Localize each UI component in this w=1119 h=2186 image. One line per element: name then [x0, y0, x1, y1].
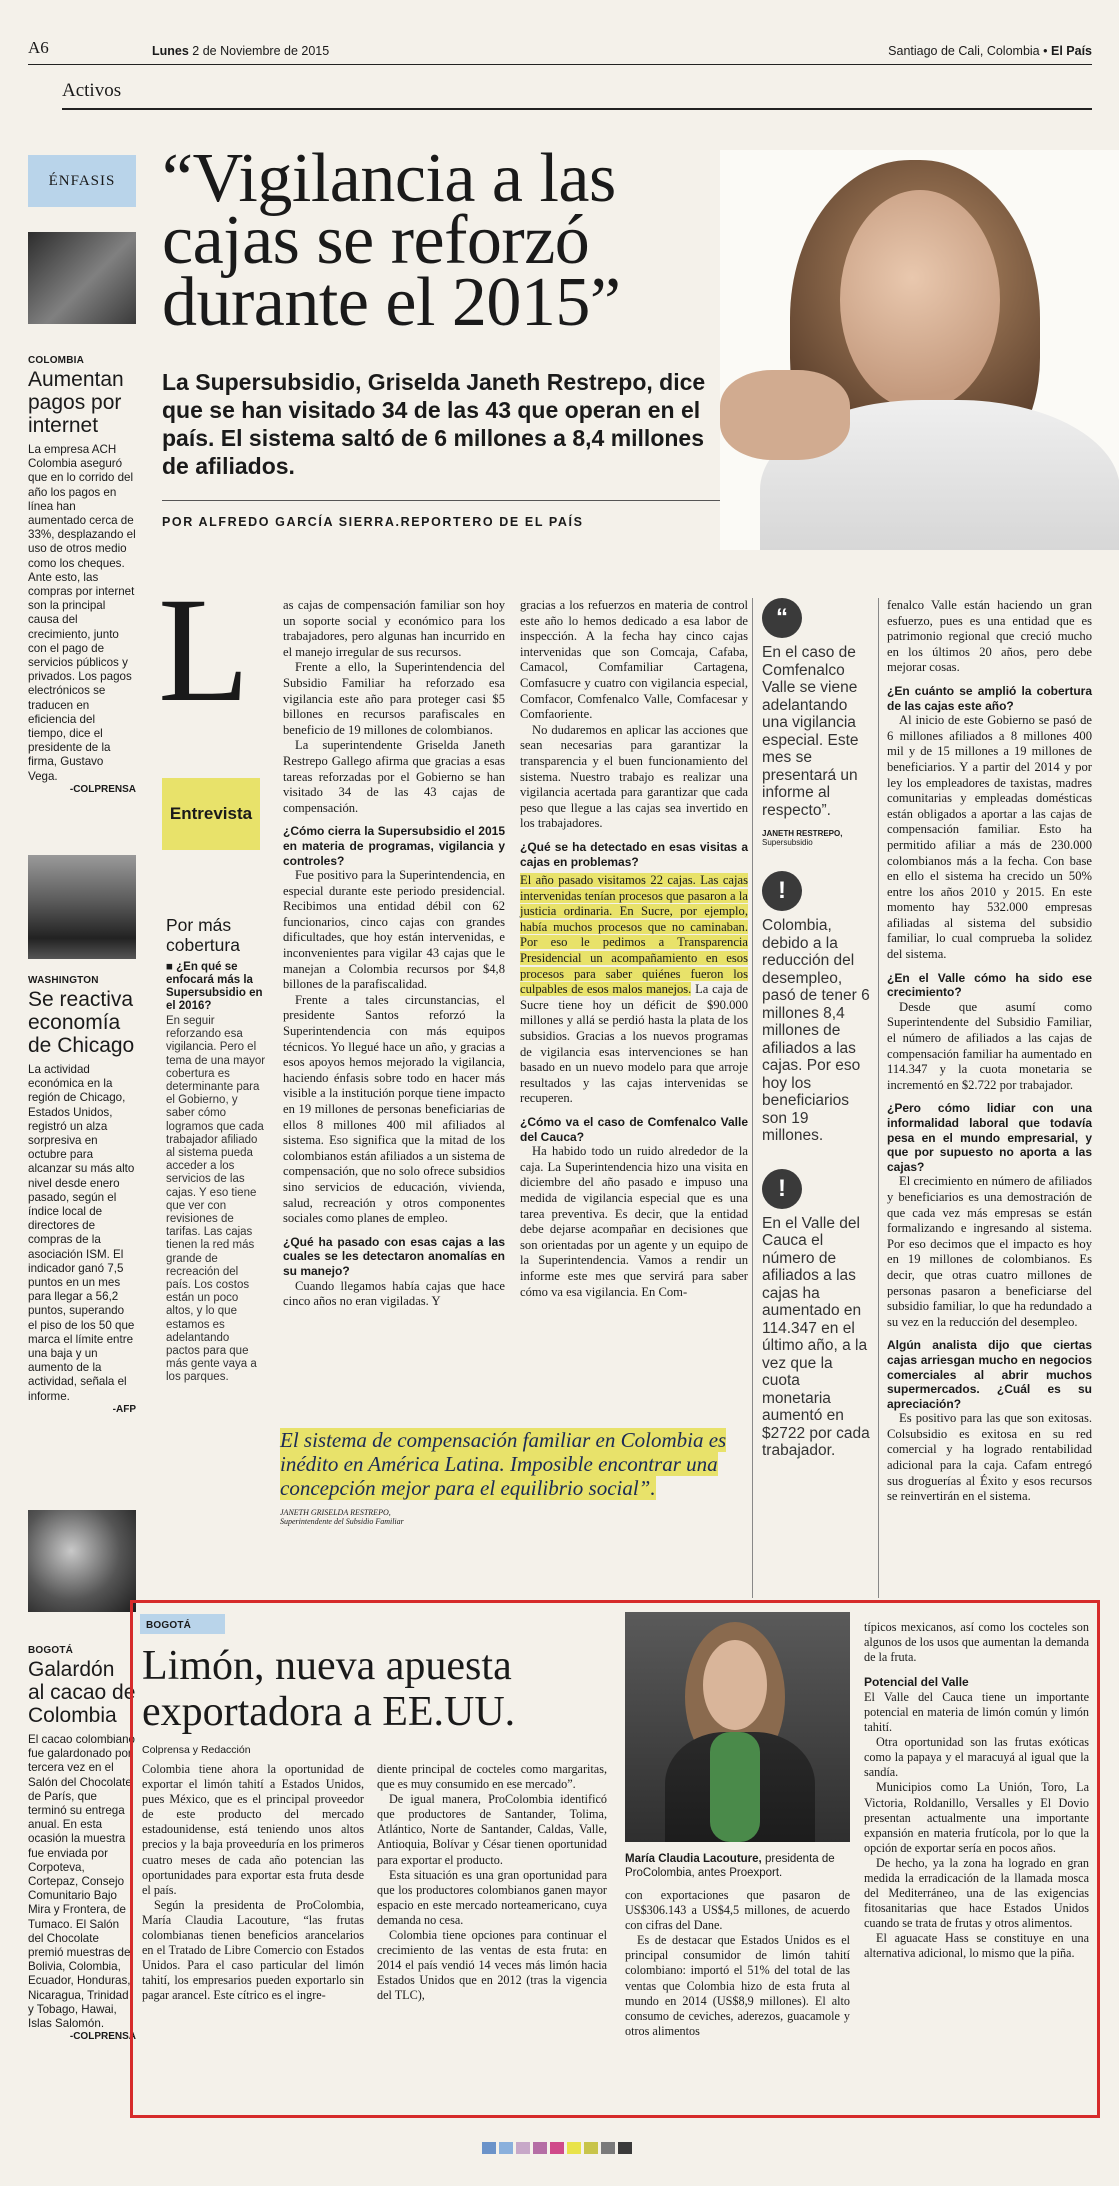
fact-column-divider-right [878, 598, 879, 1598]
coverage-box [166, 915, 266, 1385]
color-swatch [533, 2142, 547, 2154]
sidebar-kicker: WASHINGTON [28, 975, 99, 986]
photo-face [703, 1640, 767, 1730]
header-rule [28, 64, 1092, 65]
color-swatch [550, 2142, 564, 2154]
main-subhead: La Supersubsidio, Griselda Janeth Restrepo, dice que se han visitado 34 de las 43 que operan en el país. El sistema saltó de 6 millones a 8,4 millones de afiliados. [162, 369, 706, 479]
interview-column-1 [283, 598, 505, 1310]
column-2-bottom [520, 1115, 748, 1300]
question: ¿Pero cómo lidiar con una informalidad laboral que todavía pesa en el mundo empresarial, y que por supuesto no aporta a las cajas? [887, 1101, 1092, 1174]
fact-text: Colombia, debido a la reducción del desempleo, pasó de tener 6 millones 8,4 millones de afiliados a las cajas. Por eso hoy los beneficiarios son 19 millones. [762, 917, 870, 1144]
emphasis-text: ÉNFASIS [48, 172, 116, 189]
paragraph: Es positivo para las que son exitosas. Colsubsidio es exitosa en su red comercial y ha logrado rentabilidad adicional para la caja. Cafam entregó sus droguerías al Éxito y esos recursos se reinvertirán en el sistema. [887, 1411, 1092, 1504]
fact-item-2 [762, 1169, 872, 1460]
interview-column-2 [520, 598, 748, 1300]
paragraph: típicos mexicanos, así como los cocteles son algunos de los usos que aumentan la demanda de la fruta. [864, 1620, 1089, 1665]
paragraph: Colombia tiene opciones para continuar el crecimiento de las ventas de esta fruta: en 2014 el país vendió 14 veces más limón hacia Estados Unidos que en 2012 (tras la vigencia del TLC), [377, 1928, 607, 2003]
photo-green-scarf [710, 1732, 760, 1842]
color-swatch [584, 2142, 598, 2154]
paragraph: Esta situación es una gran oportunidad para que los productores colombianos ganen mayor espacio en este mercado norteamericano, cuya demanda no cesa. [377, 1867, 607, 1927]
exclamation-icon: ! [762, 1169, 802, 1209]
emphasis-label [28, 155, 136, 207]
paragraph: Según la presidenta de ProColombia, María Claudia Lacouture, “las frutas colombianas tienen beneficios arancelarios en el Tratado de Libre Comercio con Estados Unidos. Para el caso particular del limón tahití, los empresarios pueden exportarlo sin pagar arancel. Este cítrico es el ingre- [142, 1897, 364, 2003]
paragraph: fenalco Valle están haciendo un gran esfuerzo, pues es una entidad que es patrimonio regional que creció mucho en los últimos 20 años, pero debe mejorar cosas. [887, 598, 1092, 675]
question: ¿Cómo cierra la Supersubsidio el 2015 en materia de programas, vigilancia y controles? [283, 824, 505, 868]
sidebar-headline: Se reactiva economía de Chicago [28, 988, 135, 1057]
sidebar-item-2 [28, 975, 136, 1415]
issue-date [152, 44, 329, 58]
lime-credit: Colprensa y Redacción [142, 1744, 251, 1756]
lime-kicker-text: BOGOTÁ [146, 1620, 192, 1631]
color-swatch [499, 2142, 513, 2154]
pull-quote-attribution-name: JANETH GRISELDA RESTREPO, [280, 1508, 391, 1517]
paragraph: diente principal de cocteles como margaritas, que es muy consumido en ese mercado”. [377, 1762, 607, 1792]
paragraph: Municipios como La Unión, Toro, La Victoria, Roldanillo, Versalles y El Dovio presentan actualmente una importante expansión en materia frutícola, por lo que la opción de exportar sería en pocos años. [864, 1780, 1089, 1855]
paragraph: El crecimiento en número de afiliados y beneficiarios es una demostración de que cada vez más empresas se están formalizando e ingresando al sistema. Por eso decimos que el impacto es hoy en 19 millones de colombianos. Es decir, que otras cuatro millones de personas pasaron a beneficiarse del subsidio familiar, lo que ha redundado a su vez en la reducción del desempleo. [887, 1174, 1092, 1329]
paragraph: De hecho, ya la zona ha logrado en gran medida la erradicación de la llamada mosca del Mediterráneo, una de las exigencias fitosanitarias que hace Estados Unidos cuando se trata de frutas y otros alimentos. [864, 1855, 1089, 1931]
paragraph: con exportaciones que pasaron de US$306.143 a US$4,5 millones, de acuerdo con cifras del Dane. [625, 1888, 850, 1933]
quote-icon: “ [762, 598, 802, 638]
byline-rule [162, 500, 722, 501]
fact-item-1 [762, 871, 872, 1145]
paragraph: as cajas de compensación familiar son hoy un soporte social y económico para los trabajadores, pero algunas han incurrido en el manejo irregular de sus recursos. [283, 598, 505, 659]
facts-column [762, 598, 872, 1460]
paragraph: El Valle del Cauca tiene un importante potencial en materia de limón común y limón tahití. [864, 1689, 1089, 1735]
paragraph: Es de destacar que Estados Unidos es el principal consumidor de limón tahití colombiano: importó el 51% del total de las ventas que Colombia hizo de esta fruta al mundo en 2014 (US$8,9 millones). El alto consumo de ceviches, aderezos, guacamole y otros alimentos [625, 1933, 850, 2038]
drop-cap: L [158, 567, 250, 733]
coverage-box-body: En seguir reforzando esa vigilancia. Pero el tema de una mayor cobertura es determinante para el Gobierno, y saber cómo logramos que cada trabajador afiliado al sistema pueda acceder a los servicios de las cajas. Y eso tiene que ver con revisiones de tarifas. Las cajas tienen la red más grande de recreación del país. Los costos están un poco altos, y lo que estamos es adelantando pactos para que más gente vaya a los parques. [166, 1015, 266, 1384]
question: ¿En el Valle cómo ha sido ese crecimiento? [887, 970, 1092, 1000]
paragraph: Cuando llegamos había cajas que hace cinco años no eran vigiladas. Y [283, 1278, 505, 1309]
paragraph: No dudaremos en aplicar las acciones que sean necesarias para garantizar la transparencia y el buen funcionamiento del sistema. Nuestro trabajo es realizar una vigilancia acertada para garantizar que cada peso que llegue a las cajas sea invertido en los trabajadores. [520, 722, 748, 831]
lacouture-photo [625, 1612, 850, 1842]
issue-day: Lunes [152, 44, 189, 58]
sidebar-headline: Galardón al cacao de Colombia [28, 1658, 136, 1727]
interview-tag [162, 778, 260, 850]
fact-attribution-role: Supersubsidio [762, 838, 813, 847]
paragraph: El aguacate Hass se constituye en una alternativa adicional, lo mismo que la piña. [864, 1931, 1089, 1961]
photo-hand [720, 370, 850, 460]
paragraph: Colombia tiene ahora la oportunidad de exportar el limón tahití a Estados Unidos, pues México, que es el principal proveedor de este producto del mercado estadounidense, está teniendo unos altos precios y la baja proveeduría en los primeros cuatro meses de cada año potencian las oportunidades para exportar esta fruta desde el país. [142, 1762, 364, 1897]
color-swatch [516, 2142, 530, 2154]
paragraph: gracias a los refuerzos en materia de control este año lo hemos dedicado a esa labor de inspección. A la fecha hay cinco cajas intervenidas que son Comcaja, Cafaba, Camacol, Comfamiliar Cartagena, Comfasucre y cuatro con vigilancia especial, Comfacor, Comfenalco Valle, Comfacesar y Comfaoriente. [520, 598, 748, 722]
main-headline: “Vigilancia a las cajas se reforzó durante el 2015” [162, 140, 621, 341]
sidebar-kicker: BOGOTÁ [28, 1645, 74, 1656]
sidebar-item-1 [28, 355, 136, 795]
after-highlight-text: La caja de Sucre tiene hoy un déficit de $90.000 millones y allá se perdió hasta la plata de los subsidios. Gracias a los nuevos programas de vigilancia esas intervenciones se han basado en un nuevo modelo para que arroje resultados y las cajas intervenidas se recuperen. [520, 982, 748, 1106]
location-separator: • [1043, 44, 1048, 58]
sidebar-headline: Aumentan pagos por internet [28, 368, 124, 437]
paragraph: Frente a tales circunstancias, el presidente Santos reforzó la Superintendencia con más equipos técnicos. Yo llegué hace un año, y gracias a esos apoyos hemos mejorado la vigilancia, haciendo énfasis sobre todo en hacer más visible a la institución porque tiene impacto en 19 millones de personas beneficiarias de ellos 8 millones 400 mil afiliados al sistema. Eso significa que la mitad de los colombianos están afiliados a un sistema de compensación, que no solo ofrece subsidios sino servicios de educación, vivienda, salud, recreación y otros componentes sociales como planes de empleo. [283, 992, 505, 1226]
question: ¿En cuánto se amplió la cobertura de las cajas este año? [887, 683, 1092, 713]
lime-kicker [140, 1614, 225, 1634]
highlighted-text: El año pasado visitamos 22 cajas. Las cajas intervenidas tenían procesos que pasaron a la justicia ordinaria. En Sucre, por ejemplo, había muchos procesos que no caminaban. Por eso le pedimos a Transparencia Presidencial un acompañamiento en esos procesos para saber quiénes fueron los culpables de esos malos manejos. [520, 873, 748, 997]
paragraph: Frente a ello, la Superintendencia del Subsidio Familiar ha reforzado esa vigilancia este año para proteger casi $5 billones en recursos parafiscales en beneficio de 19 millones de colombianos. [283, 660, 505, 737]
question: Algún analista dijo que ciertas cajas arriesgan mucho en negocios comerciales al abrir muchos supermercados. ¿Cuál es su apreciación? [887, 1338, 1092, 1411]
pull-quote-text [280, 1428, 750, 1500]
question: ¿Qué se ha detectado en esas visitas a cajas en problemas? [520, 839, 748, 869]
color-swatch [601, 2142, 615, 2154]
sidebar-item-3 [28, 1645, 136, 2042]
lime-column-2 [377, 1762, 607, 2004]
paragraph: Al inicio de este Gobierno se pasó de 6 millones afiliados a 8 millones 400 mil y de 15 millones a 19 millones de beneficiarios. Y a partir del 2014 y por ley los empleadores de taxistas, madres comunitarias y empleadas domésticas están obligados a aportar a las cajas de compensación familiar. Esto ha permitido afiliar a más de 230.000 colombianos más a la fecha. Con base en ello el sistema ha crecido un 50% entre los años 2010 y 2015. En este momento hay 532.000 empresas afiliadas al sistema del subsidio familiar, lo cual comprueba la solidez del sistema. [887, 713, 1092, 962]
paragraph: Otra oportunidad son las frutas exóticas como la papaya y el maracuyá al igual que la sandía. [864, 1735, 1089, 1780]
color-swatch [482, 2142, 496, 2154]
sidebar-credit: -COLPRENSA [69, 783, 136, 795]
pull-quote-attribution-role: Superintendente del Subsidio Familiar [280, 1517, 404, 1526]
print-color-bar [482, 2142, 632, 2154]
sidebar-credit: -COLPRENSA [69, 2031, 136, 2043]
paragraph: Desde que asumí como Superintendente del Subsidio Familiar, el número de afiliados a las cajas de compensación familiar ha aumentado en 114.347 y la cuota monetaria se incrementó en $2.722 por trabajador. [887, 999, 1092, 1092]
fact-item-quote [762, 598, 872, 847]
lime-column-4 [864, 1620, 1089, 1962]
sidebar-body: El cacao colombiano fue galardonado por tercera vez en el Salón del Chocolate de París, que terminó su entrega anual. En esta ocasión la muestra fue enviada por Corpoteva, Cortepaz, Consejo Comunitario Bajo Mira y Frontera, de Tumaco. El Salón del Chocolate premió muestras de Bolivia, Colombia, Ecuador, Honduras, Nicaragua, Trinidad y Tobago, Hawai, Islas Salomón. [28, 1733, 135, 2031]
paper-name: El País [1051, 44, 1092, 58]
coverage-box-title: Por más cobertura [166, 915, 240, 955]
exclamation-icon: ! [762, 871, 802, 911]
lime-column-1 [142, 1762, 364, 2004]
color-swatch [618, 2142, 632, 2154]
location-text: Santiago de Cali, Colombia [888, 44, 1040, 58]
section-rule [62, 108, 1092, 110]
lime-headline: Limón, nueva apuesta exportadora a EE.UU. [142, 1643, 516, 1735]
question: Potencial del Valle [864, 1675, 969, 1690]
paragraph: Ha habido todo un ruido alrededor de la caja. La Superintendencia hizo una visita en diciembre del año pasado e impuso una medida de vigilancia especial que es una tarea preventiva. Es decir, que la entidad debe dejarse acompañar en decisiones que son orientadas por un agente y un equipo de la Superintendencia. Vamos a rendir un informe este mes que servirá para saber cómo va esa vigilancia. En Com- [520, 1144, 748, 1299]
question: ¿Qué ha pasado con esas cajas a las cuales se les detectaron anomalías en su manejo? [283, 1234, 505, 1278]
issue-location [888, 44, 1092, 58]
payment-terminal-photo [28, 232, 136, 324]
pull-quote [280, 1428, 750, 1526]
caption-name: María Claudia Lacouture, [625, 1853, 762, 1865]
paragraph: La superintendente Griselda Janeth Restrepo Gallego afirma que gracias a esas tareas reforzadas por el Gobierno se han visitado 34 de las 43 cajas de compensación. [283, 738, 505, 815]
pull-quote-highlight: El sistema de compensación familiar en Colombia es inédito en América Latina. Imposible encontrar una concepción mejor para el equilibrio social”. [280, 1428, 727, 1500]
cacao-photo [28, 1510, 136, 1612]
question: ¿Cómo va el caso de Comfenalco Valle del Cauca? [520, 1115, 748, 1144]
photo-face [840, 190, 1000, 410]
coverage-box-question: ■ ¿En qué se enfocará más la Supersubsidio en el 2016? [166, 961, 263, 1012]
caption-rest: presidenta de ProColombia, antes Proexport. [625, 1853, 835, 1879]
lime-column-3 [625, 1888, 850, 2039]
column-2-top [520, 598, 748, 869]
fact-column-divider [752, 598, 753, 1598]
sidebar-body: La empresa ACH Colombia aseguró que en lo corrido del año los pagos en línea han aumentado cerca de 33%, desplazando el uso de otros medio como los cheques. Ante esto, las compras por internet son la principal causa del crecimiento, junto con el pago de servicios públicos y privados. Los pagos electrónicos se traducen en eficiencia del tiempo, dice el presidente de la firma, Gustavo Vega. [28, 443, 136, 783]
sidebar-kicker: COLOMBIA [28, 355, 85, 366]
sidebar-credit: -AFP [112, 1403, 136, 1415]
page-number: A6 [28, 38, 49, 57]
paragraph: Fue positivo para la Superintendencia, en especial durante este periodo presidencial. Recibimos una entidad débil con 62 funcionarios, cinco cajas con grandes dificultades, que hoy están intervenidas, e inconvenientes para vigilar 43 cajas que le manejan a Colombia recursos por $4,8 billones de la parafiscalidad. [283, 868, 505, 992]
chicago-skyline-photo [28, 855, 136, 959]
interview-tag-label: Entrevista [169, 804, 253, 823]
fact-text: En el Valle del Cauca el número de afiliados a las cajas ha aumentado en 114.347 en el último año, a la vez que la cuota monetaria aumentó en $2722 por cada trabajador. [762, 1214, 870, 1459]
byline: POR ALFREDO GARCÍA SIERRA.REPORTERO DE EL PAÍS [162, 515, 584, 529]
color-swatch [567, 2142, 581, 2154]
interview-column-3 [887, 598, 1092, 1505]
fact-attribution-name: JANETH RESTREPO, [762, 829, 843, 838]
sidebar-body: La actividad económica en la región de Chicago, Estados Unidos, registró un alza sorpresiva en octubre para alcanzar su más alto nivel desde enero pasado, según el índice local de directores de compras de la asociación ISM. El indicador ganó 7,5 puntos en un mes para llegar a 56,2 puntos, superando el piso de los 50 que marca el límite entre una baja y un aumento de la actividad, señala el informe. [28, 1063, 135, 1403]
column-2-highlight-paragraph [520, 873, 748, 1107]
fact-text: En el caso de Comfenalco Valle se viene adelantando una vigilancia especial. Este mes se presentará un informe al respecto”. [762, 644, 859, 819]
superintendent-photo [720, 150, 1119, 550]
lime-photo-caption [625, 1852, 850, 1880]
section-name: Activos [62, 80, 122, 101]
paragraph: De igual manera, ProColombia identificó que productores de Santander, Tolima, Atlántico, Norte de Santander, Caldas, Valle, Antioquia, Bolívar y César tienen oportunidad para exportar el producto. [377, 1792, 607, 1867]
issue-date-text: 2 de Noviembre de 2015 [192, 44, 330, 58]
